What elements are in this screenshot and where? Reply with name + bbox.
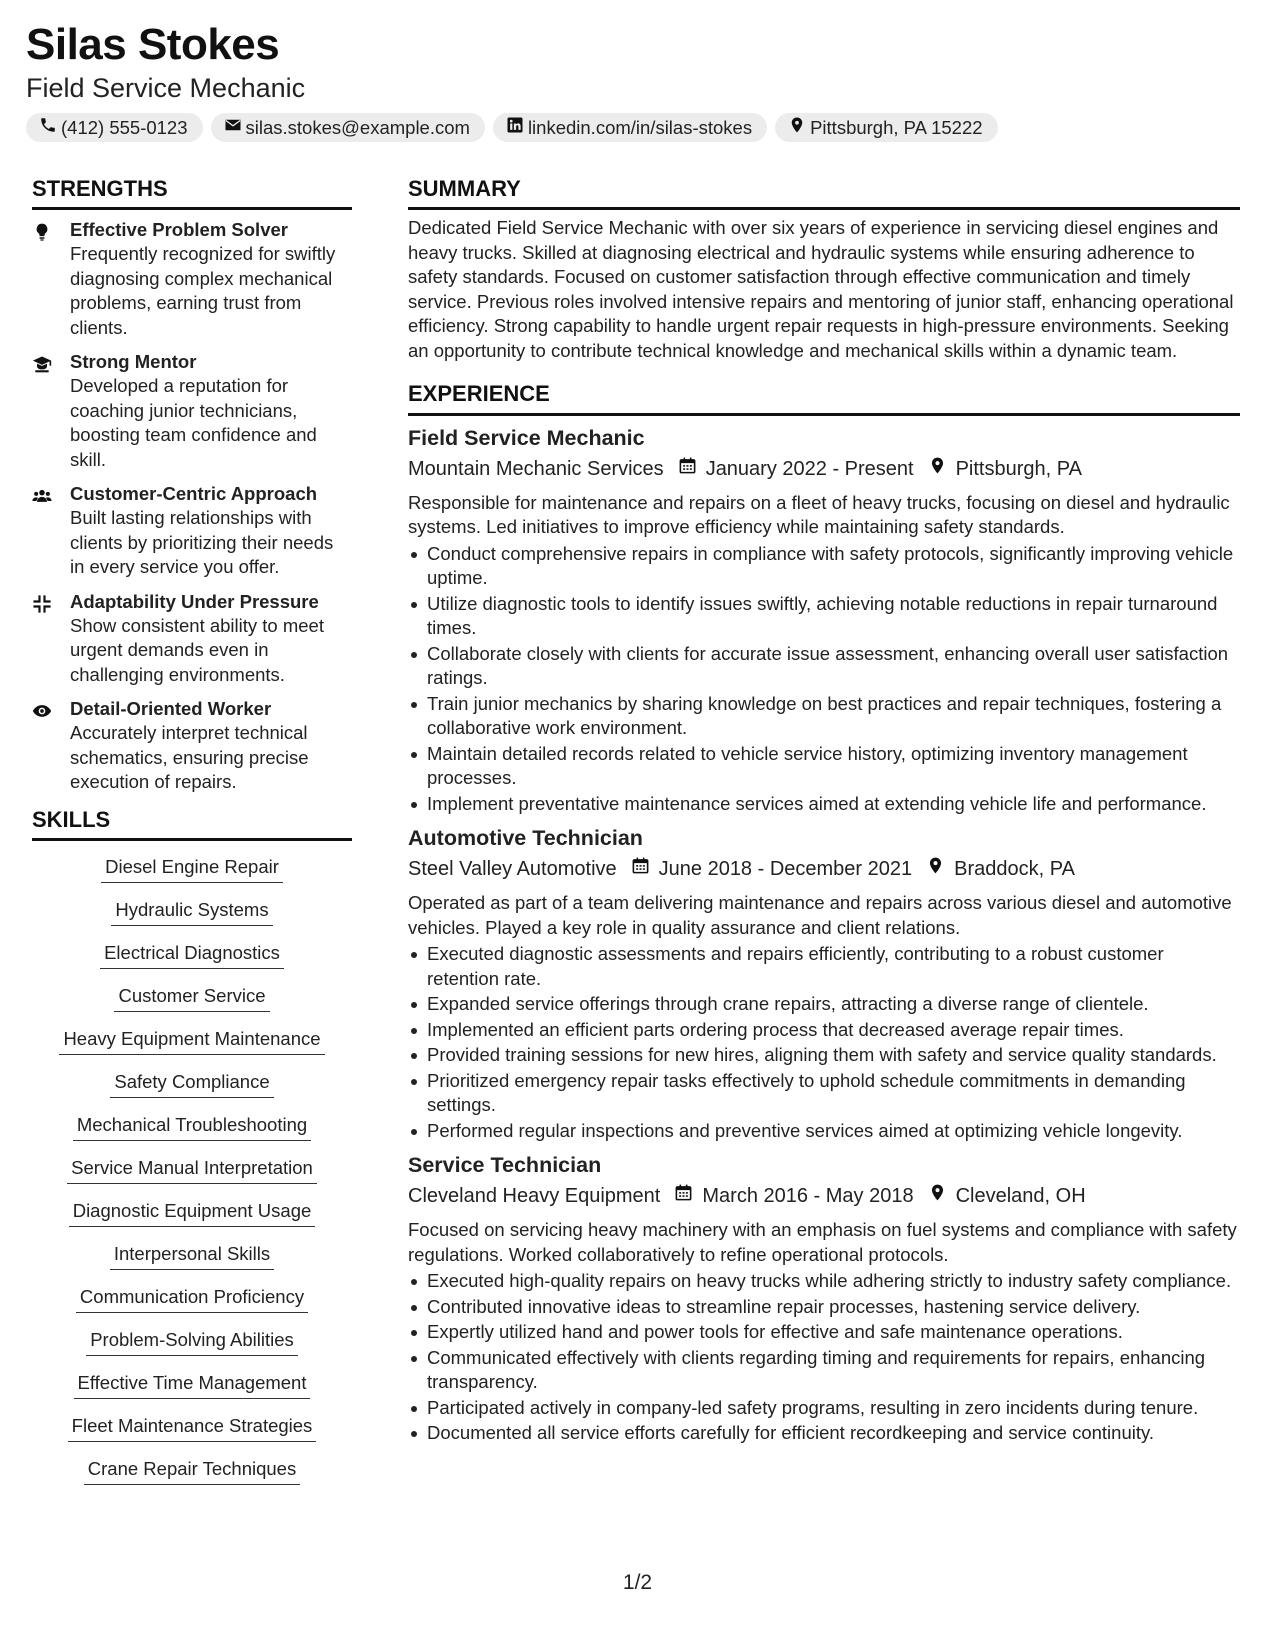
strength-item xyxy=(32,590,352,688)
job-bullet: Conduct comprehensive repairs in compliance with safety protocols, significantly improving vehicle uptime. xyxy=(408,542,1240,591)
job-bullet: Utilize diagnostic tools to identify issues swiftly, achieving notable reductions in repair turnaround times. xyxy=(408,592,1240,641)
experience-entry xyxy=(408,1151,1240,1446)
job-title: Automotive Technician xyxy=(408,826,643,851)
contact-bar xyxy=(26,113,998,142)
skill-tag: Heavy Equipment Maintenance xyxy=(59,1027,324,1055)
contact-phone[interactable] xyxy=(26,113,203,142)
eye-icon xyxy=(32,697,70,795)
job-bullet: Prioritized emergency repair tasks effectively to uphold schedule commitments in demanding settings. xyxy=(408,1069,1240,1118)
job-description: Operated as part of a team delivering maintenance and repairs across various diesel and automotive vehicles. Played a key role in quality assurance and client relations. xyxy=(408,892,1232,938)
summary-text: Dedicated Field Service Mechanic with over six years of experience in servicing diesel engines and heavy trucks. Skilled at diagnosing electrical and hydraulic systems while ensuring adherence to safety standards. Focused on customer satisfaction through effective communication and timely service. Previous roles involved intensive repairs and mentoring of junior staff, enhancing operational efficiency. Strong capability to handle urgent repair requests in high-pressure environments. Seeking an opportunity to contribute technical knowledge and mechanical skills within a dynamic team. xyxy=(408,217,1234,361)
job-meta xyxy=(408,1182,1240,1210)
page-number: 1/2 xyxy=(622,1571,653,1594)
job-meta xyxy=(408,455,1240,483)
job-location: Pittsburgh, PA xyxy=(955,457,1082,480)
skill-tag: Communication Proficiency xyxy=(76,1285,308,1313)
calendar-icon xyxy=(660,1182,702,1210)
job-bullet: Train junior mechanics by sharing knowledge on best practices and repair techniques, fostering a collaborative work environment. xyxy=(408,692,1240,741)
company-name: Steel Valley Automotive xyxy=(408,858,617,881)
users-icon xyxy=(32,482,70,580)
job-bullets xyxy=(408,542,1240,817)
job-bullet: Implement preventative maintenance services aimed at extending vehicle life and performance. xyxy=(408,792,1240,817)
strength-title: Detail-Oriented Worker xyxy=(70,698,272,720)
job-bullet: Collaborate closely with clients for accurate issue assessment, enhancing overall user satisfaction ratings. xyxy=(408,642,1240,691)
right-column xyxy=(408,176,1240,1454)
skills-section xyxy=(32,807,352,1500)
skill-tag: Customer Service xyxy=(114,984,269,1012)
job-bullet: Executed diagnostic assessments and repairs efficiently, contributing to a robust customer retention rate. xyxy=(408,942,1240,991)
company-name: Cleveland Heavy Equipment xyxy=(408,1185,661,1208)
location-pin-icon xyxy=(914,1182,956,1210)
skills-list xyxy=(32,855,352,1500)
company-name: Mountain Mechanic Services xyxy=(408,457,664,480)
job-location: Braddock, PA xyxy=(954,858,1075,881)
skill-tag: Mechanical Troubleshooting xyxy=(73,1113,311,1141)
skill-tag: Electrical Diagnostics xyxy=(100,941,284,969)
skill-tag: Fleet Maintenance Strategies xyxy=(68,1414,317,1442)
strength-title: Customer-Centric Approach xyxy=(70,483,318,505)
job-bullet: Documented all service efforts carefully for efficient recordkeeping and service continuity. xyxy=(408,1421,1240,1446)
contact-email-text: silas.stokes@example.com xyxy=(245,116,470,138)
strength-item xyxy=(32,218,352,340)
skill-tag: Diagnostic Equipment Usage xyxy=(69,1199,316,1227)
contact-location-text: Pittsburgh, PA 15222 xyxy=(810,116,983,138)
experience-entry xyxy=(408,424,1240,817)
strength-description: Built lasting relationships with clients by prioritizing their needs in every service you offer. xyxy=(70,507,334,578)
job-description: Focused on servicing heavy machinery with an emphasis on fuel systems and compliance with safety regulations. Worked collaboratively to refine operational protocols. xyxy=(408,1219,1237,1265)
job-location: Cleveland, OH xyxy=(955,1185,1086,1208)
strength-title: Adaptability Under Pressure xyxy=(70,590,319,612)
skill-tag: Problem-Solving Abilities xyxy=(86,1328,298,1356)
job-meta xyxy=(408,855,1240,883)
job-bullet: Provided training sessions for new hires, aligning them with safety and service quality standards. xyxy=(408,1043,1240,1068)
contact-location xyxy=(775,113,997,142)
job-bullet: Communicated effectively with clients regarding timing and requirements for repairs, enhancing transparency. xyxy=(408,1346,1240,1395)
job-dates: January 2022 - Present xyxy=(705,457,914,480)
contact-linkedin-text: linkedin.com/in/silas-stokes xyxy=(527,116,753,138)
strength-title: Effective Problem Solver xyxy=(70,219,288,241)
summary-heading: SUMMARY xyxy=(408,176,1240,210)
lightbulb-icon xyxy=(32,218,70,340)
job-bullet: Contributed innovative ideas to streamline repair processes, hastening service delivery. xyxy=(408,1295,1240,1320)
experience-entry xyxy=(408,824,1240,1143)
job-bullet: Participated actively in company-led safety programs, resulting in zero incidents during tenure. xyxy=(408,1396,1240,1421)
calendar-icon xyxy=(617,855,659,883)
skill-tag: Service Manual Interpretation xyxy=(67,1156,317,1184)
skills-heading: SKILLS xyxy=(32,807,352,841)
candidate-name: Silas Stokes xyxy=(26,20,280,69)
job-title: Service Technician xyxy=(408,1153,602,1178)
compress-icon xyxy=(32,590,70,688)
skill-tag: Diesel Engine Repair xyxy=(101,855,283,883)
job-bullet: Maintain detailed records related to vehicle service history, optimizing inventory management processes. xyxy=(408,742,1240,791)
contact-linkedin[interactable] xyxy=(493,113,767,142)
job-bullets xyxy=(408,942,1240,1143)
contact-phone-text: (412) 555-0123 xyxy=(61,116,188,138)
skill-tag: Safety Compliance xyxy=(110,1070,273,1098)
strength-description: Frequently recognized for swiftly diagnosing complex mechanical problems, earning trust from clients. xyxy=(70,243,336,338)
location-pin-icon xyxy=(788,116,806,139)
job-bullets xyxy=(408,1269,1240,1446)
contact-email[interactable] xyxy=(211,113,485,142)
strength-description: Accurately interpret technical schematics, ensuring precise execution of repairs. xyxy=(70,722,309,793)
strength-description: Show consistent ability to meet urgent demands even in challenging environments. xyxy=(70,614,324,685)
skill-tag: Crane Repair Techniques xyxy=(84,1457,300,1485)
strengths-heading: STRENGTHS xyxy=(32,176,352,210)
candidate-title: Field Service Mechanic xyxy=(26,73,306,103)
strength-title: Strong Mentor xyxy=(70,351,197,373)
job-bullet: Expanded service offerings through crane repairs, attracting a diverse range of clientele. xyxy=(408,992,1240,1017)
skill-tag: Effective Time Management xyxy=(74,1371,311,1399)
job-dates: June 2018 - December 2021 xyxy=(658,858,913,881)
email-icon xyxy=(224,116,242,139)
calendar-icon xyxy=(664,455,706,483)
strengths-list xyxy=(32,218,352,795)
job-description: Responsible for maintenance and repairs on a fleet of heavy trucks, focusing on diesel and hydraulic systems. Led initiatives to improve efficiency while maintaining safety standards. xyxy=(408,491,1230,538)
teacher-icon xyxy=(32,350,70,472)
strength-item xyxy=(32,697,352,795)
strength-item xyxy=(32,482,352,580)
skill-tag: Interpersonal Skills xyxy=(110,1242,274,1270)
job-title: Field Service Mechanic xyxy=(408,425,645,450)
experience-heading: EXPERIENCE xyxy=(408,381,1240,415)
location-pin-icon xyxy=(914,455,956,483)
skill-tag: Hydraulic Systems xyxy=(111,898,272,926)
job-dates: March 2016 - May 2018 xyxy=(702,1185,914,1208)
strength-description: Developed a reputation for coaching junior technicians, boosting team confidence and skill. xyxy=(70,375,317,470)
phone-icon xyxy=(39,116,57,139)
left-column xyxy=(32,176,352,1500)
job-bullet: Expertly utilized hand and power tools for effective and safe maintenance operations. xyxy=(408,1320,1240,1345)
strength-item xyxy=(32,350,352,472)
linkedin-icon xyxy=(506,116,524,139)
job-bullet: Implemented an efficient parts ordering process that decreased average repair times. xyxy=(408,1018,1240,1043)
job-bullet: Performed regular inspections and preventive services aimed at optimizing vehicle longevity. xyxy=(408,1119,1240,1144)
job-bullet: Executed high-quality repairs on heavy trucks while adhering strictly to industry safety compliance. xyxy=(408,1269,1240,1294)
location-pin-icon xyxy=(912,855,954,883)
